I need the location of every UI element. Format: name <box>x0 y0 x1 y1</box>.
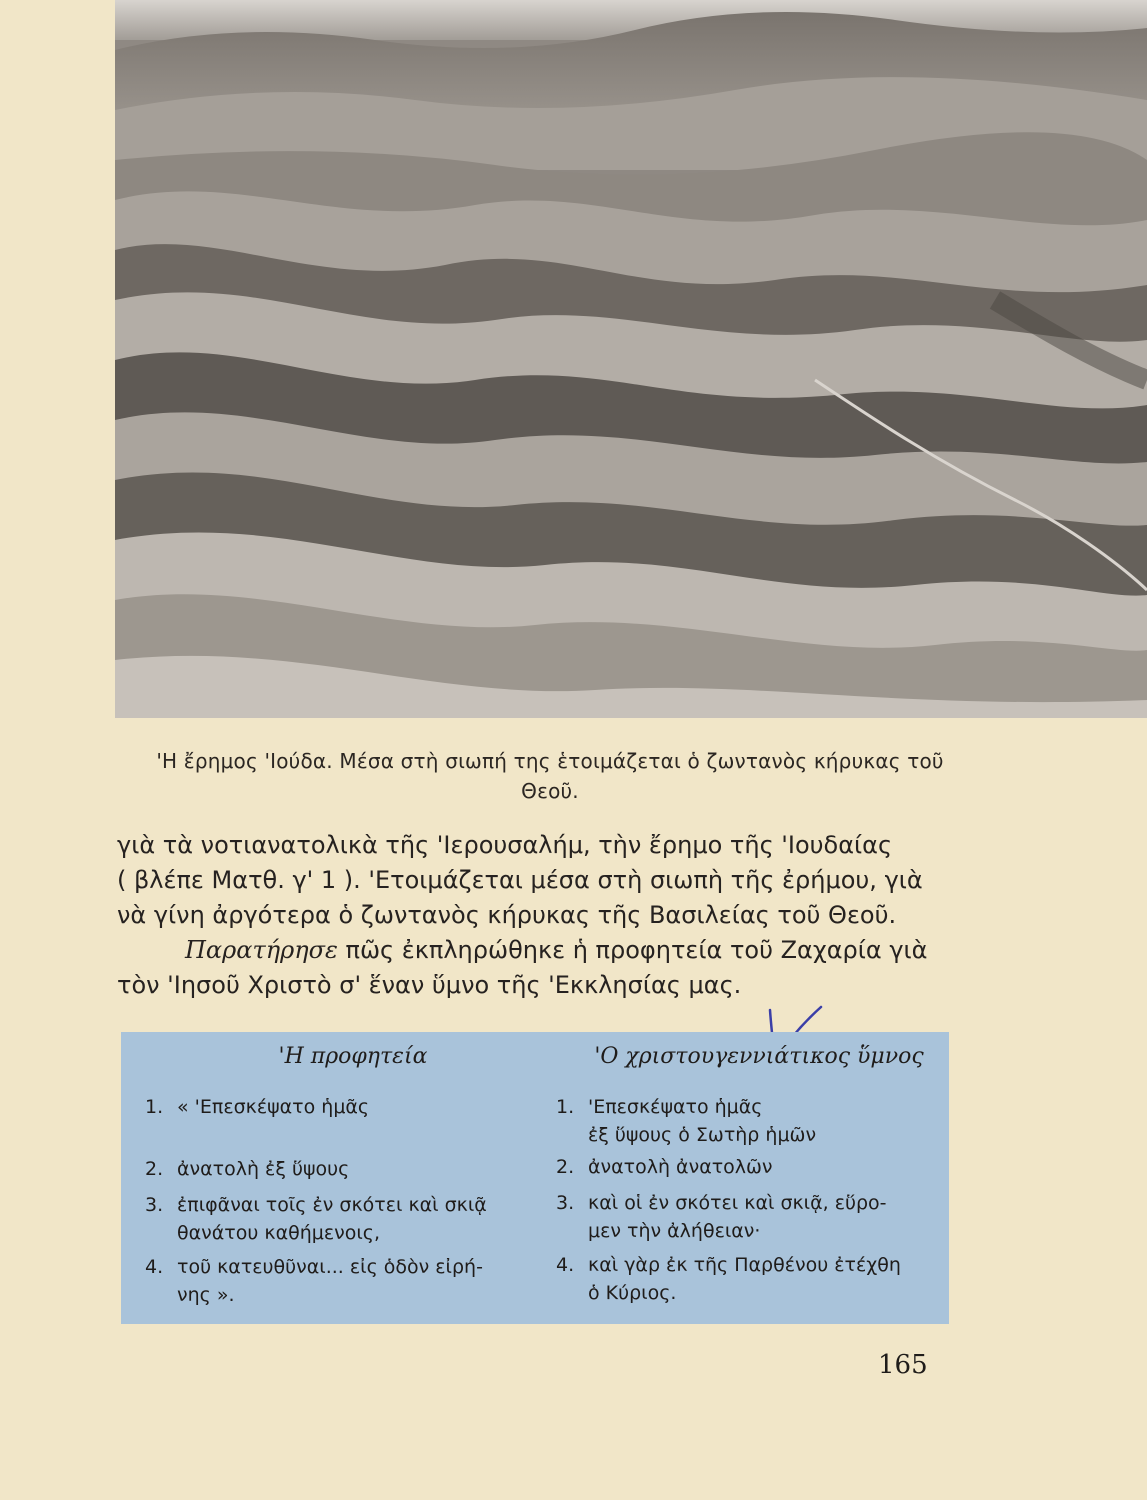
desert-hills-image <box>115 0 1147 718</box>
prophecy-item-3: 3. ἐπιφᾶναι τοῖς ἐν σκότει καὶ σκιᾷ θανάτου καθήμενοις, <box>145 1194 487 1244</box>
body-text <box>117 828 947 1003</box>
hymn-item-4: 4. καὶ γὰρ ἐκ τῆς Παρθένου ἐτέχθη ὁ Κύριος. <box>556 1254 901 1304</box>
page-number: 165 <box>878 1350 928 1380</box>
body-line-4-rest: πῶς ἐκπληρώθηκε ἡ προφητεία τοῦ Ζαχαρία γιὰ <box>337 936 928 964</box>
observe-word: Παρατήρησε <box>185 936 338 964</box>
comparison-panel: 'Η προφητεία 1. « 'Επεσκέψατο ἡμᾶς 2. ἀνατολὴ ἐξ ὕψους 3. ἐπιφᾶναι τοῖς ἐν σκότει καὶ σκιᾷ θανάτου καθήμενοις, 4. τοῦ κατευθῦναι... εἰς ὁδὸν εἰρή- νης ». 'Ο χριστουγεννιάτικος ὕμνος 1. 'Επεσκέψατο ἡμᾶς ἐξ ὕψους ὁ Σωτὴρ ἡμῶν 2. ἀνατολὴ ἀνατολῶν 3. καὶ οἱ ἐν σκότει καὶ σκιᾷ, εὕρο- μεν τὴν ἀλήθειαν· 4. καὶ γὰρ ἐκ τῆς Παρθένου ἐτέχθη ὁ Κύριος. <box>121 1032 949 1324</box>
body-line-4 <box>117 933 947 968</box>
hymn-item-1: 1. 'Επεσκέψατο ἡμᾶς ἐξ ὕψους ὁ Σωτὴρ ἡμῶν <box>556 1096 817 1146</box>
caption-line-2: Θεοῦ. <box>521 779 579 803</box>
body-line-3: νὰ γίνη ἀργότερα ὁ ζωντανὸς κήρυκας τῆς Βασιλείας τοῦ Θεοῦ. <box>117 901 897 929</box>
prophecy-item-4: 4. τοῦ κατευθῦναι... εἰς ὁδὸν εἰρή- νης ». <box>145 1256 483 1306</box>
hymn-item-3: 3. καὶ οἱ ἐν σκότει καὶ σκιᾷ, εὕρο- μεν τὴν ἀλήθειαν· <box>556 1192 887 1242</box>
photo-caption <box>150 746 950 806</box>
body-line-1: γιὰ τὰ νοτιανατολικὰ τῆς 'Ιερουσαλήμ, τὴν ἔρημο τῆς 'Ιουδαίας <box>117 831 893 859</box>
hymn-title: 'Ο χριστουγεννιάτικος ὕμνος <box>594 1044 924 1069</box>
body-line-5: τὸν 'Ιησοῦ Χριστὸ σ' ἕναν ὕμνο τῆς 'Εκκλησίας μας. <box>117 971 742 999</box>
caption-line-1: 'Η ἔρημος 'Ιούδα. Μέσα στὴ σιωπή της ἑτοιμάζεται ὁ ζωντανὸς κήρυκας τοῦ <box>156 749 944 773</box>
desert-photo <box>115 0 1147 718</box>
prophecy-title: 'Η προφητεία <box>278 1044 428 1069</box>
body-line-2: ( βλέπε Ματθ. γ' 1 ). 'Ετοιμάζεται μέσα στὴ σιωπὴ τῆς ἐρήμου, γιὰ <box>117 866 923 894</box>
